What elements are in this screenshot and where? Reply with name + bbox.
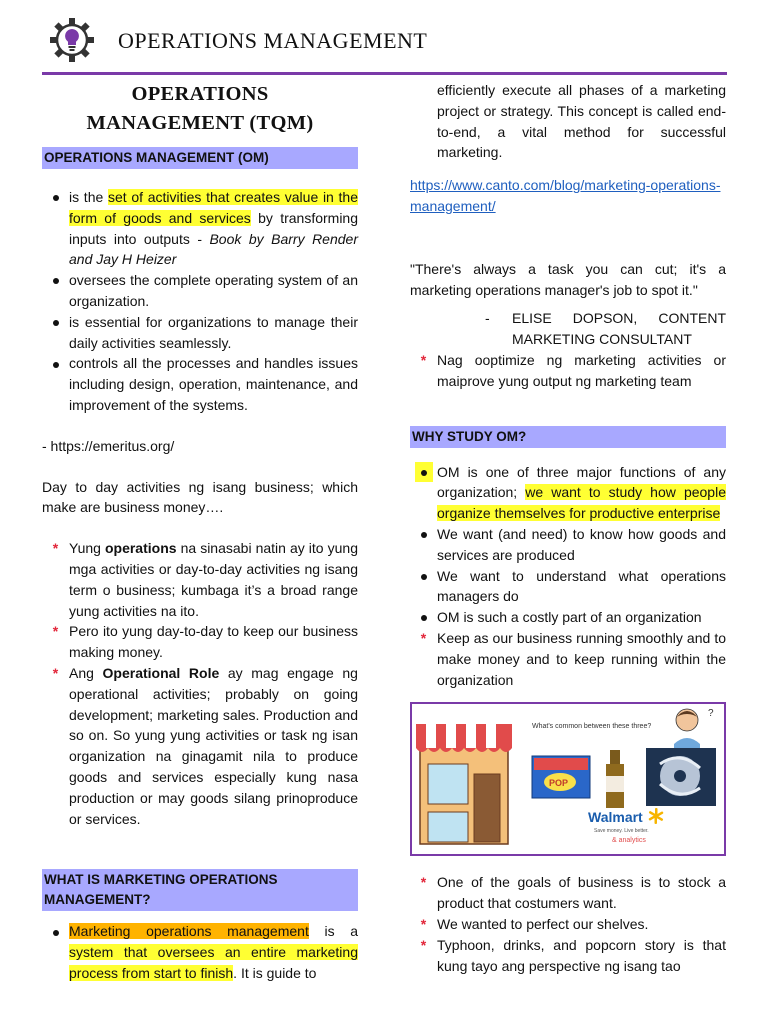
list-item: OM is one of three major functions of any organization; we want to study how people organize themselves for productive enterprise bbox=[410, 462, 726, 524]
canto-link[interactable] bbox=[410, 175, 726, 217]
list-item: controls all the processes and handles issues including design, operation, maintenance, and improvement of the systems. bbox=[42, 353, 358, 415]
nag-star-list bbox=[410, 350, 726, 392]
list-item: * We wanted to perfect our shelves. bbox=[410, 914, 726, 935]
store-icon bbox=[416, 724, 512, 844]
list-item: is the set of activities that creates value in the form of goods and services by transforming inputs into outputs - Book by Barry Render and Jay H Heizer bbox=[42, 187, 358, 270]
continued-paragraph: efficiently execute all phases of a marketing project or strategy. This concept is called end-to-end, a vital method for successful marketing. bbox=[437, 82, 726, 161]
page-header-title: OPERATIONS MANAGEMENT bbox=[118, 28, 428, 53]
bullet-icon bbox=[42, 312, 69, 333]
bottle-icon bbox=[606, 750, 624, 808]
mom-list bbox=[42, 921, 358, 983]
bullet-icon bbox=[410, 566, 437, 587]
walmart-logo: Walmart bbox=[588, 809, 643, 826]
star-bullet-icon: * bbox=[420, 629, 427, 646]
svg-text:Save money. Live better.: Save money. Live better. bbox=[594, 828, 649, 835]
day-to-day-paragraph: Day to day activities ng isang business; which make are business money…. bbox=[42, 478, 358, 516]
quote-attribution: - ELISE DOPSON, CONTENT MARKETING CONSULTANT bbox=[485, 310, 726, 348]
quote-text: "There's always a task you can cut; it's a marketing operations manager's job to spot it." bbox=[410, 260, 726, 298]
left-column bbox=[42, 80, 358, 984]
highlighted-text: system that oversees an entire marketing process from start to finish bbox=[69, 944, 358, 981]
image-question: What's common between these three? bbox=[532, 723, 652, 731]
document-title-line1: OPERATIONS bbox=[131, 83, 269, 105]
svg-text:?: ? bbox=[708, 708, 714, 720]
highlighted-text: we want to study how people organize themselves for productive enterprise bbox=[437, 484, 726, 522]
list-item: We want to understand what operations managers do bbox=[410, 566, 726, 608]
illustration-graphic bbox=[412, 704, 724, 854]
list-item: Marketing operations management is a system that oversees an entire marketing process from start to finish. It is guide to bbox=[42, 921, 358, 983]
why-study-list bbox=[410, 462, 726, 691]
page-header bbox=[0, 0, 768, 80]
source-emeritus: - https://emeritus.org/ bbox=[42, 437, 175, 454]
goals-star-list bbox=[410, 872, 726, 976]
person-icon bbox=[674, 709, 700, 748]
star-bullet-icon: * bbox=[420, 936, 427, 953]
bullet-icon bbox=[410, 462, 437, 483]
book-citation: Book by Barry Render and Jay H Heizer bbox=[69, 230, 358, 268]
list-item: oversees the complete operating system of an organization. bbox=[42, 270, 358, 312]
bullet-icon bbox=[42, 187, 69, 208]
bullet-icon bbox=[42, 353, 69, 374]
bullet-icon bbox=[410, 607, 437, 628]
star-bullet-icon: * bbox=[420, 874, 427, 891]
list-item: * One of the goals of business is to stock a product that costumers want. bbox=[410, 872, 726, 914]
bullet-icon bbox=[410, 524, 437, 545]
highlighted-text-orange: Marketing operations management bbox=[69, 923, 309, 940]
mom-section-heading: WHAT IS MARKETING OPERATIONS MANAGEMENT? bbox=[42, 869, 358, 911]
right-column bbox=[410, 80, 726, 976]
highlighted-text: set of activities that creates value in the form of goods and services bbox=[69, 189, 358, 226]
why-section-heading: WHY STUDY OM? bbox=[410, 426, 726, 448]
svg-text:POP: POP bbox=[549, 778, 569, 789]
document-title bbox=[42, 80, 358, 138]
om-section-heading: OPERATIONS MANAGEMENT (OM) bbox=[42, 147, 358, 169]
star-bullet-icon: * bbox=[420, 351, 427, 368]
om-definition-list bbox=[42, 187, 358, 416]
star-bullet-icon: * bbox=[52, 540, 59, 557]
list-item: We want (and need) to know how goods and services are produced bbox=[410, 524, 726, 566]
walmart-illustration bbox=[410, 702, 726, 856]
svg-text:& analytics: & analytics bbox=[612, 837, 646, 845]
star-bullet-icon: * bbox=[420, 915, 427, 932]
list-item: * Nag ooptimize ng marketing activities or maiprove yung output ng marketing team bbox=[410, 350, 726, 392]
star-bullet-icon: * bbox=[52, 623, 59, 640]
bullet-icon bbox=[42, 921, 69, 942]
list-item: * Pero ito yung day-to-day to keep our business making money. bbox=[42, 621, 358, 663]
operations-star-list bbox=[42, 538, 358, 829]
list-item: * Typhoon, drinks, and popcorn story is that kung tayo ang perspective ng isang tao bbox=[410, 935, 726, 977]
canto-link-text[interactable]: https://www.canto.com/blog/marketing-operations-management/ bbox=[410, 177, 721, 214]
header-divider bbox=[42, 72, 727, 75]
list-item: * Yung operations na sinasabi natin ay ito yung mga activities or day-to-day activities ng isang term o business; kumbaga it’s a broad range yung activities na ito. bbox=[42, 538, 358, 621]
list-item: OM is such a costly part of an organization bbox=[410, 607, 726, 628]
document-title-line2: MANAGEMENT (TQM) bbox=[86, 112, 314, 134]
popcorn-icon bbox=[532, 756, 590, 798]
star-bullet-icon: * bbox=[52, 664, 59, 681]
list-item: * Ang Operational Role ay mag engage ng operational activities; probably on going development; marketing sales. Production and so on. So yung yung activities or task ng isan organization na ginagamit nila to produce goods and services especially kung nasa production or may goods silang prinoproduce or services. bbox=[42, 663, 358, 829]
list-item: is essential for organizations to manage their daily activities seamlessly. bbox=[42, 312, 358, 354]
gear-lightbulb-icon bbox=[48, 16, 96, 64]
list-item: * Keep as our business running smoothly and to make money and to keep running within the organization bbox=[410, 628, 726, 690]
typhoon-icon bbox=[646, 748, 716, 806]
bullet-icon bbox=[42, 270, 69, 291]
spark-icon bbox=[648, 808, 663, 824]
